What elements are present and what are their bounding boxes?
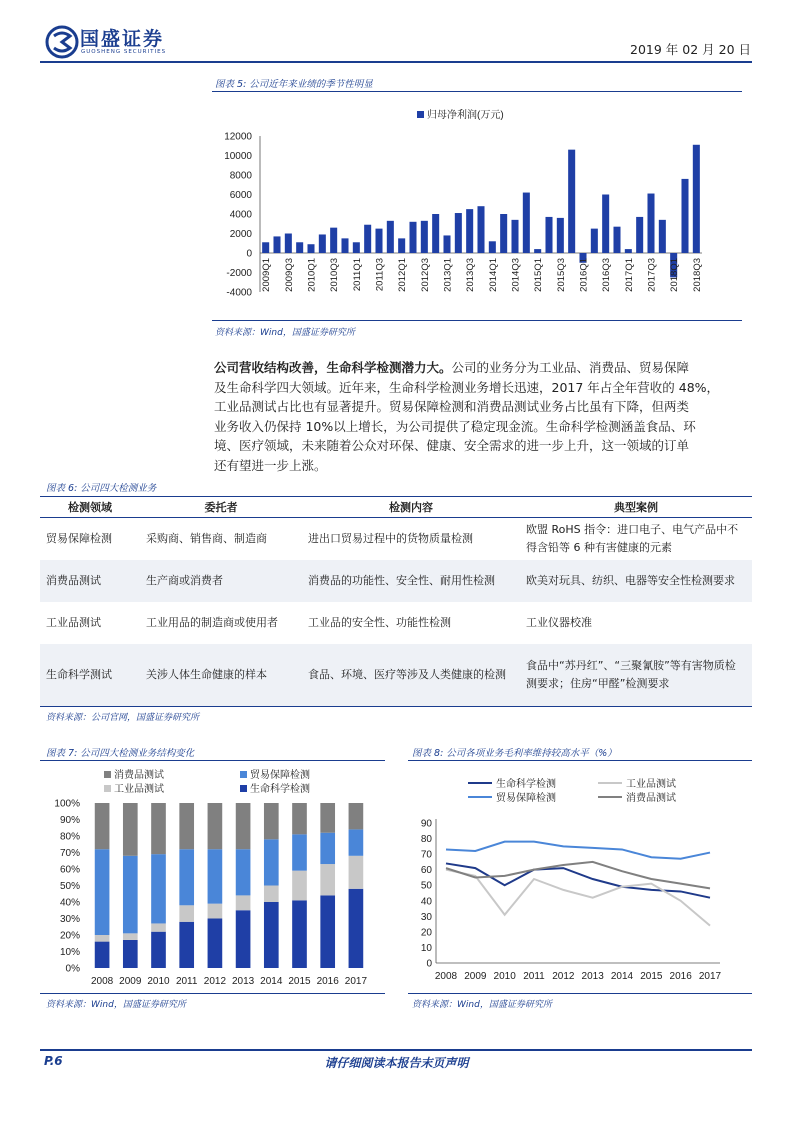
bar — [500, 214, 507, 253]
legend-label: 贸易保障检测 — [496, 793, 556, 804]
x-tick-label: 2018Q3 — [691, 258, 703, 292]
x-tick-label: 2012 — [552, 971, 575, 982]
legend-label: 消费品测试 — [626, 793, 676, 804]
y-tick-label: 80% — [59, 831, 80, 843]
legend-swatch — [240, 785, 247, 792]
x-tick-label: 2008 — [90, 976, 114, 987]
figure-7-bottom-rule — [40, 993, 385, 994]
y-tick-label: 100% — [54, 798, 80, 810]
bar — [307, 244, 314, 253]
y-tick-label: 4000 — [229, 209, 252, 221]
series-line — [446, 863, 710, 897]
stacked-bar-segment — [179, 905, 194, 922]
table-cell: 食品、环境、医疗等涉及人类健康的检测 — [302, 644, 520, 706]
y-tick-label: 30% — [59, 914, 80, 925]
legend-label: 归母净利润(万元) — [427, 110, 504, 121]
bar — [477, 206, 484, 253]
x-tick-label: 2017Q3 — [646, 258, 658, 292]
stacked-bar-segment — [236, 895, 251, 910]
table-header: 检测内容 — [302, 497, 520, 518]
bar — [591, 229, 598, 253]
y-tick-label: 60 — [420, 865, 432, 877]
table-cell: 工业品测试 — [46, 616, 101, 629]
y-tick-label: 10000 — [224, 151, 252, 162]
x-tick-label: 2016Q1 — [578, 258, 590, 292]
stacked-bar-segment — [208, 803, 223, 849]
logo-text: 国盛证券 — [80, 28, 165, 50]
bar — [443, 235, 450, 253]
page-number: P.6 — [44, 1054, 63, 1068]
stacked-bar-segment — [123, 856, 138, 934]
x-tick-label: 2010Q1 — [306, 258, 318, 292]
y-tick-label: 80 — [420, 834, 432, 846]
stacked-bar-segment — [349, 803, 364, 829]
bar — [432, 214, 439, 253]
stacked-bar-segment — [292, 900, 307, 968]
table-row — [40, 602, 752, 644]
bar — [602, 195, 609, 254]
figure-7-chart — [40, 763, 385, 991]
logo-subtext: GUOSHENG SECURITIES — [81, 49, 167, 55]
footer-disclaimer: 请仔细阅读本报告末页声明 — [324, 1056, 469, 1070]
table-cell: 进出口贸易过程中的货物质量检测 — [308, 532, 473, 545]
legend-label: 消费品测试 — [114, 770, 164, 781]
stacked-bar-segment — [95, 803, 110, 849]
stacked-bar-segment — [349, 889, 364, 968]
x-tick-label: 2013 — [581, 971, 604, 982]
figure-7-title: 图表 7: 公司四大检测业务结构变化 — [46, 748, 195, 759]
stacked-bar-segment — [208, 849, 223, 903]
stacked-bar-segment — [123, 933, 138, 940]
figure-5-top-rule — [212, 91, 742, 92]
bar — [534, 249, 541, 253]
x-tick-label: 2016 — [316, 976, 339, 987]
stacked-bar-segment — [179, 849, 194, 905]
bar — [568, 150, 575, 253]
table-row — [40, 644, 752, 706]
x-tick-label: 2010Q3 — [329, 258, 341, 292]
legend-swatch — [417, 111, 424, 118]
stacked-bar-segment — [320, 833, 335, 864]
table-cell: 生产商或消费者 — [140, 560, 302, 602]
bar — [613, 227, 620, 253]
stacked-bar-segment — [264, 902, 279, 968]
stacked-bar-segment — [151, 803, 166, 854]
x-tick-label: 2016 — [669, 971, 692, 982]
bar — [409, 222, 416, 253]
y-tick-label: 10% — [59, 947, 80, 958]
figure-5-title: 图表 5: 公司近年来业绩的季节性明显 — [215, 79, 373, 90]
bar — [353, 242, 360, 253]
x-tick-label: 2015Q1 — [533, 258, 545, 292]
legend-label: 工业品测试 — [626, 779, 676, 790]
bar — [285, 234, 292, 254]
stacked-bar-segment — [292, 834, 307, 870]
stacked-bar-segment — [179, 803, 194, 849]
x-tick-label: 2011Q3 — [374, 258, 386, 292]
legend-swatch — [104, 785, 111, 792]
y-tick-label: 0 — [426, 958, 432, 970]
table-header: 检测领域 — [40, 497, 140, 518]
table-row — [40, 560, 752, 602]
stacked-bar-segment — [349, 856, 364, 889]
stacked-bar-segment — [208, 904, 223, 919]
header-rule — [40, 61, 752, 63]
table-cell: 贸易保障检测 — [46, 532, 112, 545]
bar — [398, 238, 405, 253]
legend-label: 生命科学检测 — [496, 779, 556, 790]
bar — [681, 179, 688, 253]
figure-5-bottom-rule — [212, 320, 742, 321]
bar — [387, 221, 394, 253]
bar — [330, 228, 337, 253]
figure-6-table — [40, 496, 752, 707]
figure-8-top-rule — [408, 760, 752, 761]
bar — [625, 249, 632, 253]
legend-label: 工业品测试 — [114, 784, 164, 795]
stacked-bar-segment — [151, 923, 166, 931]
stacked-bar-segment — [123, 940, 138, 968]
y-tick-label: -4000 — [226, 287, 252, 299]
bar — [262, 242, 269, 253]
paragraph-line: 公司的业务分为工业品、消费品、贸易保障 — [451, 360, 690, 375]
stacked-bar-segment — [179, 922, 194, 968]
legend-label: 生命科学检测 — [250, 784, 310, 795]
y-tick-label: 2000 — [229, 229, 252, 240]
stacked-bar-segment — [264, 886, 279, 903]
table-cell: 关涉人体生命健康的样本 — [140, 644, 302, 706]
paragraph-line: 及生命科学四大领域。近年来，生命科学检测业务增长迅速，2017 年占全年营收的 48%， — [214, 379, 720, 395]
bar — [375, 229, 382, 253]
table-cell: 采购商、销售商、制造商 — [146, 532, 267, 545]
bar — [647, 194, 654, 253]
series-line — [446, 842, 710, 859]
bar — [421, 221, 428, 253]
x-tick-label: 2018Q1 — [669, 258, 681, 292]
stacked-bar-segment — [236, 803, 251, 849]
stacked-bar-segment — [95, 935, 110, 942]
bar — [693, 145, 700, 253]
x-tick-label: 2012Q3 — [419, 258, 431, 292]
y-tick-label: 20% — [59, 930, 80, 942]
series-line — [446, 870, 710, 926]
bar — [341, 238, 348, 253]
y-tick-label: 90% — [59, 815, 80, 826]
stacked-bar-segment — [236, 849, 251, 895]
y-tick-label: 70% — [59, 848, 80, 859]
x-tick-label: 2009Q3 — [283, 258, 295, 292]
x-tick-label: 2016Q3 — [601, 258, 613, 292]
x-tick-label: 2009 — [464, 971, 487, 982]
y-tick-label: 12000 — [224, 131, 252, 143]
stacked-bar-segment — [320, 895, 335, 968]
table-cell: 生命科学测试 — [40, 644, 140, 706]
stacked-bar-segment — [292, 803, 307, 834]
paragraph-line: 业务收入仍保持 10%以上增长，为公司提供了稳定现金流。生命科学检测涵盖食品、环 — [214, 418, 696, 434]
bar — [273, 236, 280, 253]
x-tick-label: 2013 — [231, 976, 255, 987]
y-tick-label: 90 — [420, 818, 432, 830]
body-paragraph — [214, 358, 754, 475]
x-tick-label: 2011 — [175, 976, 198, 987]
legend-swatch — [104, 771, 111, 778]
table-cell: 工业品的安全性、功能性检测 — [308, 616, 451, 629]
x-tick-label: 2012Q1 — [397, 258, 409, 292]
y-tick-label: 40 — [420, 896, 432, 908]
stacked-bar-segment — [151, 854, 166, 923]
paragraph-lead: 公司营收结构改善，生命科学检测潜力大。 — [214, 360, 452, 375]
x-tick-label: 2017Q1 — [623, 258, 635, 292]
x-tick-label: 2011 — [523, 971, 545, 982]
x-tick-label: 2013Q3 — [465, 258, 477, 292]
bar — [659, 220, 666, 253]
figure-6-source: 资料来源：公司官网，国盛证券研究所 — [46, 713, 200, 723]
stacked-bar-segment — [123, 803, 138, 856]
y-tick-label: -2000 — [226, 268, 252, 279]
figure-8-title: 图表 8: 公司各项业务毛利率维持较高水平（%） — [412, 748, 617, 759]
y-tick-label: 0% — [65, 963, 80, 975]
x-tick-label: 2017 — [344, 976, 368, 987]
stacked-bar-segment — [320, 803, 335, 833]
paragraph-line: 工业品测试占比也有显著提升。贸易保障检测和消费品测试业务占比虽有下降，但两类 — [214, 399, 690, 414]
bar — [557, 218, 564, 253]
figure-5-source: 资料来源：Wind，国盛证券研究所 — [215, 328, 355, 338]
x-tick-label: 2009Q1 — [261, 258, 273, 292]
x-tick-label: 2009 — [119, 976, 142, 987]
stacked-bar-segment — [320, 864, 335, 895]
x-tick-label: 2014 — [260, 976, 283, 987]
bar — [636, 217, 643, 253]
table-cell: 消费品测试 — [40, 560, 140, 602]
y-tick-label: 8000 — [229, 170, 252, 182]
stacked-bar-segment — [292, 871, 307, 901]
stacked-bar-segment — [349, 829, 364, 855]
bar — [489, 241, 496, 253]
x-tick-label: 2014Q1 — [487, 258, 499, 292]
table-header: 委托者 — [140, 497, 302, 518]
y-tick-label: 40% — [59, 897, 80, 909]
y-tick-label: 70 — [420, 849, 432, 861]
paragraph-line: 境、医疗领域，未来随着公众对环保、健康、安全需求的进一步上升，这一领域的订单 — [214, 438, 690, 453]
x-tick-label: 2010 — [147, 976, 170, 987]
stacked-bar-segment — [236, 910, 251, 968]
table-cell: 欧美对玩具、纺织、电器等安全性检测要求 — [520, 560, 752, 602]
y-tick-label: 30 — [420, 911, 432, 923]
x-tick-label: 2015 — [288, 976, 311, 987]
x-tick-label: 2013Q1 — [442, 258, 454, 292]
bar — [523, 193, 530, 253]
stacked-bar-segment — [95, 849, 110, 935]
x-tick-label: 2014 — [610, 971, 634, 982]
x-tick-label: 2008 — [434, 971, 458, 982]
bar — [466, 209, 473, 253]
table-cell: 食品中“苏丹红”、“三聚氰胺”等有害物质检测要求；住房“甲醛”检测要求 — [520, 644, 752, 706]
bar — [364, 225, 371, 253]
figure-8-source: 资料来源：Wind，国盛证券研究所 — [412, 1000, 552, 1010]
y-tick-label: 6000 — [229, 190, 252, 201]
x-tick-label: 2011Q1 — [351, 258, 363, 292]
table-cell: 欧盟 RoHS 指令：进口电子、电气产品中不得含铅等 6 种有害健康的元素 — [526, 523, 739, 554]
y-tick-label: 0 — [246, 248, 252, 260]
bar — [545, 217, 552, 253]
x-tick-label: 2015Q3 — [555, 258, 567, 292]
report-date: 2019 年 02 月 20 日 — [630, 42, 751, 57]
stacked-bar-segment — [264, 839, 279, 885]
stacked-bar-segment — [95, 942, 110, 968]
x-tick-label: 2017 — [698, 971, 722, 982]
paragraph-line: 还有望进一步上涨。 — [214, 457, 327, 473]
bar — [319, 234, 326, 253]
figure-8-chart — [408, 763, 752, 991]
y-tick-label: 60% — [59, 864, 80, 876]
figure-7-top-rule — [40, 760, 385, 761]
figure-5-chart — [212, 100, 742, 315]
y-tick-label: 50% — [59, 881, 80, 892]
table-cell: 工业仪器校准 — [526, 616, 592, 629]
stacked-bar-segment — [208, 919, 223, 969]
stacked-bar-segment — [151, 932, 166, 968]
y-tick-label: 10 — [420, 942, 432, 954]
legend-label: 贸易保障检测 — [250, 770, 310, 781]
table-cell: 工业用品的制造商或使用者 — [146, 616, 278, 629]
bar — [296, 242, 303, 253]
table-header: 典型案例 — [520, 497, 752, 518]
y-tick-label: 50 — [420, 880, 432, 892]
figure-7-source: 资料来源：Wind，国盛证券研究所 — [46, 1000, 186, 1010]
y-tick-label: 20 — [420, 927, 432, 939]
table-row — [40, 518, 752, 561]
bar — [511, 220, 518, 253]
table-cell: 消费品的功能性、安全性、耐用性检测 — [302, 560, 520, 602]
x-tick-label: 2014Q3 — [510, 258, 522, 292]
x-tick-label: 2012 — [203, 976, 227, 987]
stacked-bar-segment — [264, 803, 279, 839]
figure-6-title: 图表 6: 公司四大检测业务 — [46, 483, 157, 494]
bar — [455, 213, 462, 253]
figure-8-bottom-rule — [408, 993, 752, 994]
x-tick-label: 2010 — [493, 971, 516, 982]
x-tick-label: 2015 — [640, 971, 663, 982]
legend-swatch — [240, 771, 247, 778]
footer-rule — [40, 1049, 752, 1051]
